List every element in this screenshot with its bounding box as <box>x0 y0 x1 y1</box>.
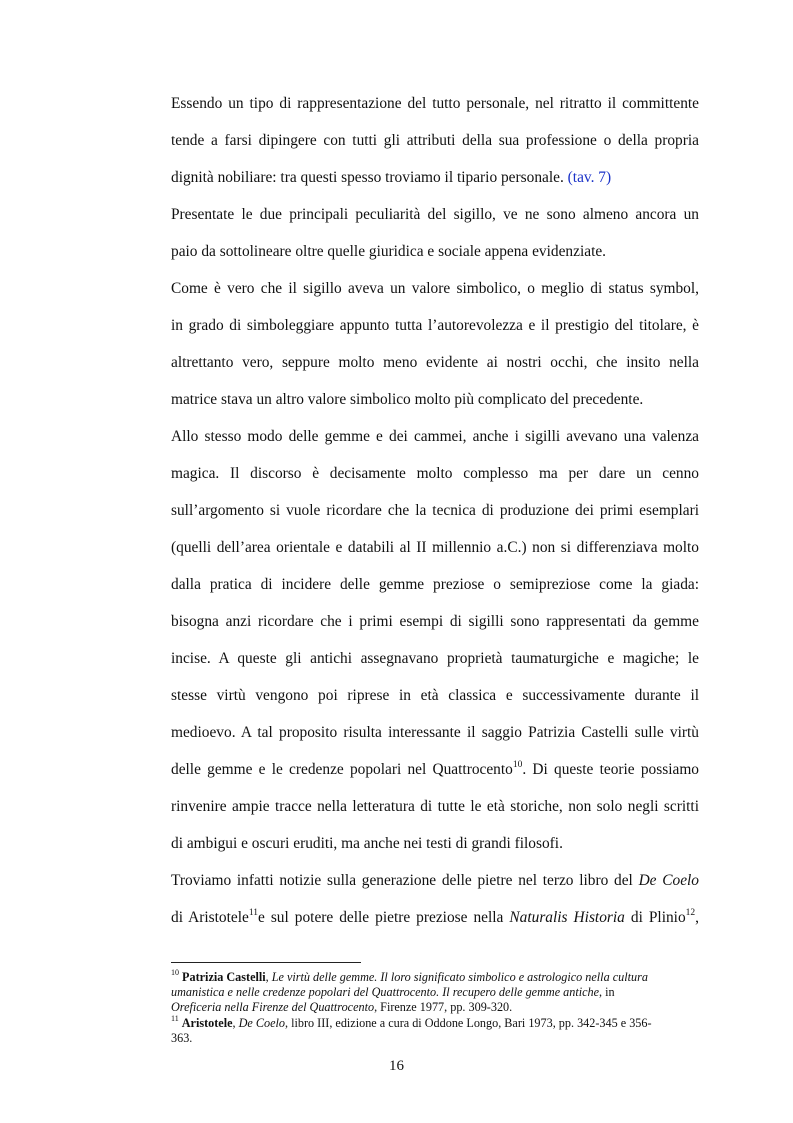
italic-title: Naturalis Historia <box>509 909 625 926</box>
body-text: di Plinio <box>630 909 686 926</box>
page-number: 16 <box>389 1058 404 1074</box>
footnote-author: Aristotele <box>181 1016 233 1030</box>
body-line: bisogna anzi ricordare che i primi esempi di sigilli sono rappresentati da gemme <box>171 613 699 630</box>
body-line <box>171 871 699 891</box>
footnote-book: Oreficeria nella Firenze del Quattrocento <box>171 1000 375 1014</box>
body-line: (quelli dell’area orientale e databili al II millennio a.C.) non si differenziava molto <box>171 539 699 556</box>
body-line: rinvenire ampie tracce nella letteratura di tutte le età storiche, non solo negli scritti <box>171 798 699 815</box>
footnote-10 <box>171 967 699 1015</box>
footnote-number: 11 <box>171 1013 179 1023</box>
footnote-text: , libro III, edizione a cura di Oddone Longo, Bari 1973, pp. 342-345 e 356- <box>284 1016 652 1030</box>
footnote-title: umanistica e nelle credenze popolari del Quattrocento. Il recupero delle gemme antiche <box>171 985 600 999</box>
italic-title: De Coelo <box>638 872 699 889</box>
body-line: magica. Il discorso è decisamente molto complesso ma per dare un cenno <box>171 465 699 482</box>
footnote-11 <box>171 1013 699 1046</box>
body-text: delle gemme e le credenze popolari nel Quattrocento <box>171 761 513 778</box>
footnote-separator <box>171 962 361 963</box>
body-line: dalla pratica di incidere delle gemme preziose o semipreziose come la giada: <box>171 576 699 593</box>
body-line: medioevo. A tal proposito risulta interessante il saggio Patrizia Castelli sulle virtù <box>171 724 699 741</box>
body-text: di Aristotele <box>171 909 249 926</box>
body-line <box>171 908 699 928</box>
footnote-text: , <box>232 1016 236 1030</box>
body-line: Presentate le due principali peculiarità del sigillo, ve ne sono almeno ancora un <box>171 206 699 223</box>
footnote-text: , in <box>599 985 615 999</box>
body-line: stesse virtù vengono poi riprese in età classica e successivamente durante il <box>171 687 699 704</box>
body-line: matrice stava un altro valore simbolico molto più complicato del precedente. <box>171 391 644 408</box>
body-line: di ambigui e oscuri eruditi, ma anche nei testi di grandi filosofi. <box>171 835 563 852</box>
footnote-line: 363. <box>171 1031 193 1045</box>
body-line: Come è vero che il sigillo aveva un valore simbolico, o meglio di status symbol, <box>171 280 699 297</box>
body-text: Troviamo infatti notizie sulla generazione delle pietre nel terzo libro del <box>171 872 633 889</box>
footnote-title: Le virtù delle gemme. Il loro significato simbolico e astrologico nella cultura <box>271 970 648 984</box>
body-line: in grado di simboleggiare appunto tutta l’autorevolezza e il prestigio del titolare, è <box>171 317 699 334</box>
body-line <box>171 168 699 188</box>
body-line: incise. A queste gli antichi assegnavano proprietà taumaturgiche e magiche; le <box>171 650 699 667</box>
footnote-line: $^{10}$ Patrizia Castelli, Le virtù delle gemme. Il loro significato simbolico e astrologico nella cultura <box>171 967 648 984</box>
body-line: altrettanto vero, seppure molto meno evidente ai nostri occhi, che insito nella <box>171 354 699 371</box>
footnote-line <box>171 985 699 1000</box>
body-line: sull’argomento si vuole ricordare che la tecnica di produzione dei primi esemplari <box>171 502 699 519</box>
body-line: tende a farsi dipingere con tutti gli attributi della sua professione o della propria <box>171 132 699 149</box>
body-text: , <box>695 909 700 926</box>
footnote-text: , Firenze 1977, pp. 309-320. <box>374 1000 513 1014</box>
footnote-line <box>171 1000 699 1015</box>
body-text: . Di queste teorie possiamo <box>522 761 699 778</box>
footnote-title: De Coelo <box>238 1016 285 1030</box>
body-line <box>171 760 699 780</box>
footnote-author: Patrizia Castelli <box>182 970 266 984</box>
body-line: Essendo un tipo di rappresentazione del tutto personale, nel ritratto il committente <box>171 95 699 112</box>
body-text: dignità nobiliare: tra questi spesso troviamo il tipario personale. <box>171 169 564 186</box>
footnote-ref[interactable]: 11 <box>248 907 258 918</box>
footnote-line <box>171 1013 699 1031</box>
footnote-ref[interactable]: 10 <box>512 759 523 770</box>
footnote-ref[interactable]: 12 <box>685 907 696 918</box>
footnote-number: 10 <box>171 967 179 977</box>
body-line: paio da sottolineare oltre quelle giuridica e sociale appena evidenziate. <box>171 243 607 260</box>
plate-reference-link[interactable]: (tav. 7) <box>567 169 612 186</box>
body-line: Allo stesso modo delle gemme e dei cammei, anche i sigilli avevano una valenza <box>171 428 699 445</box>
body-text: e sul potere delle pietre preziose nella <box>257 909 504 926</box>
